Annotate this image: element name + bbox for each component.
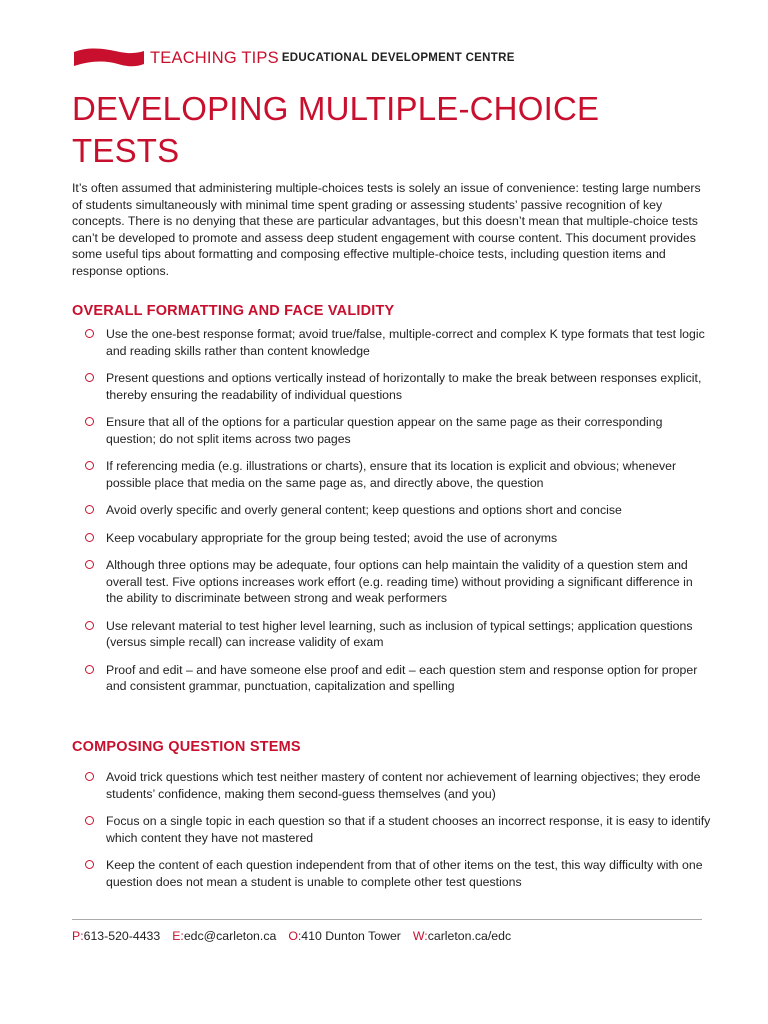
list-item-text: Although three options may be adequate, four options can help maintain the validity of a question stem and overall test. Five options increases work effort (e.g. reading time) without providing a significant difference in the ability to discriminate between strong and weak performers — [106, 558, 693, 605]
list-item-text: Keep vocabulary appropriate for the group being tested; avoid the use of acronyms — [106, 530, 558, 545]
list-item-text: Keep the content of each question independent from that of other items on the test, this way difficulty with one question does not mean a student is unable to complete other test questions — [106, 858, 703, 889]
phone-number: 613-520-4433 — [83, 929, 161, 943]
list-item-text: Use relevant material to test higher level learning, such as inclusion of typical settings; application questions (versus simple recall) can increase validity of exam — [106, 618, 693, 649]
hollow-circle-bullet-icon — [85, 461, 94, 470]
formatting-tips-list — [72, 326, 712, 706]
hollow-circle-bullet-icon — [85, 417, 94, 426]
hollow-circle-bullet-icon — [85, 560, 94, 569]
list-item-text: Focus on a single topic in each question so that if a student chooses an incorrect response, it is easy to identify which content they have not mastered — [106, 814, 711, 845]
hollow-circle-bullet-icon — [85, 816, 94, 825]
contact-footer — [72, 929, 523, 943]
section-heading-formatting: OVERALL FORMATTING AND FACE VALIDITY — [72, 303, 395, 319]
list-item-text: Ensure that all of the options for a particular question appear on the same page as their corresponding question; do not split items across two pages — [106, 415, 663, 446]
section-heading-question-stems: COMPOSING QUESTION STEMS — [72, 739, 301, 755]
office-location: 410 Dunton Tower — [301, 929, 401, 943]
hollow-circle-bullet-icon — [85, 665, 94, 674]
list-item-text: Avoid trick questions which test neither mastery of content nor achievement of learning objectives; they erode students’ confidence, making them second-guess themselves (and you) — [106, 770, 701, 801]
hollow-circle-bullet-icon — [85, 621, 94, 630]
list-item — [72, 326, 712, 359]
list-item — [72, 414, 712, 447]
series-title: TEACHING TIPS — [150, 48, 279, 67]
phone-label: P: — [72, 929, 84, 943]
list-item — [72, 370, 712, 403]
list-item-text: Use the one-best response format; avoid true/false, multiple-correct and complex K type formats that test logic and reading skills rather than content knowledge — [106, 327, 705, 358]
list-item-text: If referencing media (e.g. illustrations or charts), ensure that its location is explicit and obvious; whenever possible place that media on the same page as, and directly above, the question — [106, 459, 677, 490]
footer-office — [288, 929, 401, 943]
footer-email — [172, 929, 276, 943]
footer-divider — [72, 919, 702, 920]
web-label: W: — [412, 929, 428, 943]
hollow-circle-bullet-icon — [85, 373, 94, 382]
list-item — [72, 530, 712, 547]
hollow-circle-bullet-icon — [85, 772, 94, 781]
header — [72, 44, 515, 72]
footer-web — [413, 929, 511, 943]
hollow-circle-bullet-icon — [85, 860, 94, 869]
list-item — [72, 857, 712, 890]
list-item — [72, 557, 712, 607]
hollow-circle-bullet-icon — [85, 505, 94, 514]
list-item-text: Present questions and options vertically instead of horizontally to make the break between responses explicit, thereby ensuring the readability of individual questions — [106, 371, 702, 402]
question-stem-tips-list — [72, 769, 712, 901]
office-label: O: — [288, 929, 302, 943]
list-item — [72, 813, 712, 846]
page-title: DEVELOPING MULTIPLE-CHOICE TESTS — [72, 90, 600, 169]
red-flag-logo-icon — [72, 46, 146, 70]
list-item — [72, 458, 712, 491]
list-item — [72, 502, 712, 519]
centre-name: EDUCATIONAL DEVELOPMENT CENTRE — [281, 52, 515, 64]
list-item — [72, 618, 712, 651]
list-item-text: Proof and edit – and have someone else proof and edit – each question stem and response option for proper and consistent grammar, punctuation, capitalization and spelling — [106, 662, 698, 693]
hollow-circle-bullet-icon — [85, 329, 94, 338]
email-link[interactable]: edc@carleton.ca — [183, 929, 277, 943]
list-item — [72, 662, 712, 695]
website-link[interactable]: carleton.ca/edc — [427, 929, 512, 943]
list-item — [72, 769, 712, 802]
list-item-text: Avoid overly specific and overly general content; keep questions and options short and concise — [106, 503, 622, 517]
email-label: E: — [172, 929, 184, 943]
footer-phone — [72, 929, 160, 943]
hollow-circle-bullet-icon — [85, 533, 94, 542]
intro-paragraph: It’s often assumed that administering multiple-choices tests is solely an issue of convenience: testing large numbers of students simultaneously with minimal time spent grading or assessing students’ passive recognition of key concepts. There is no denying that these are particular advantages, but this doesn’t mean that multiple-choice tests can’t be developed to promote and assess deep student engagement with course content. This document provides some useful tips about formatting and composing effective multiple-choice tests, including question items and response options. — [72, 181, 701, 278]
